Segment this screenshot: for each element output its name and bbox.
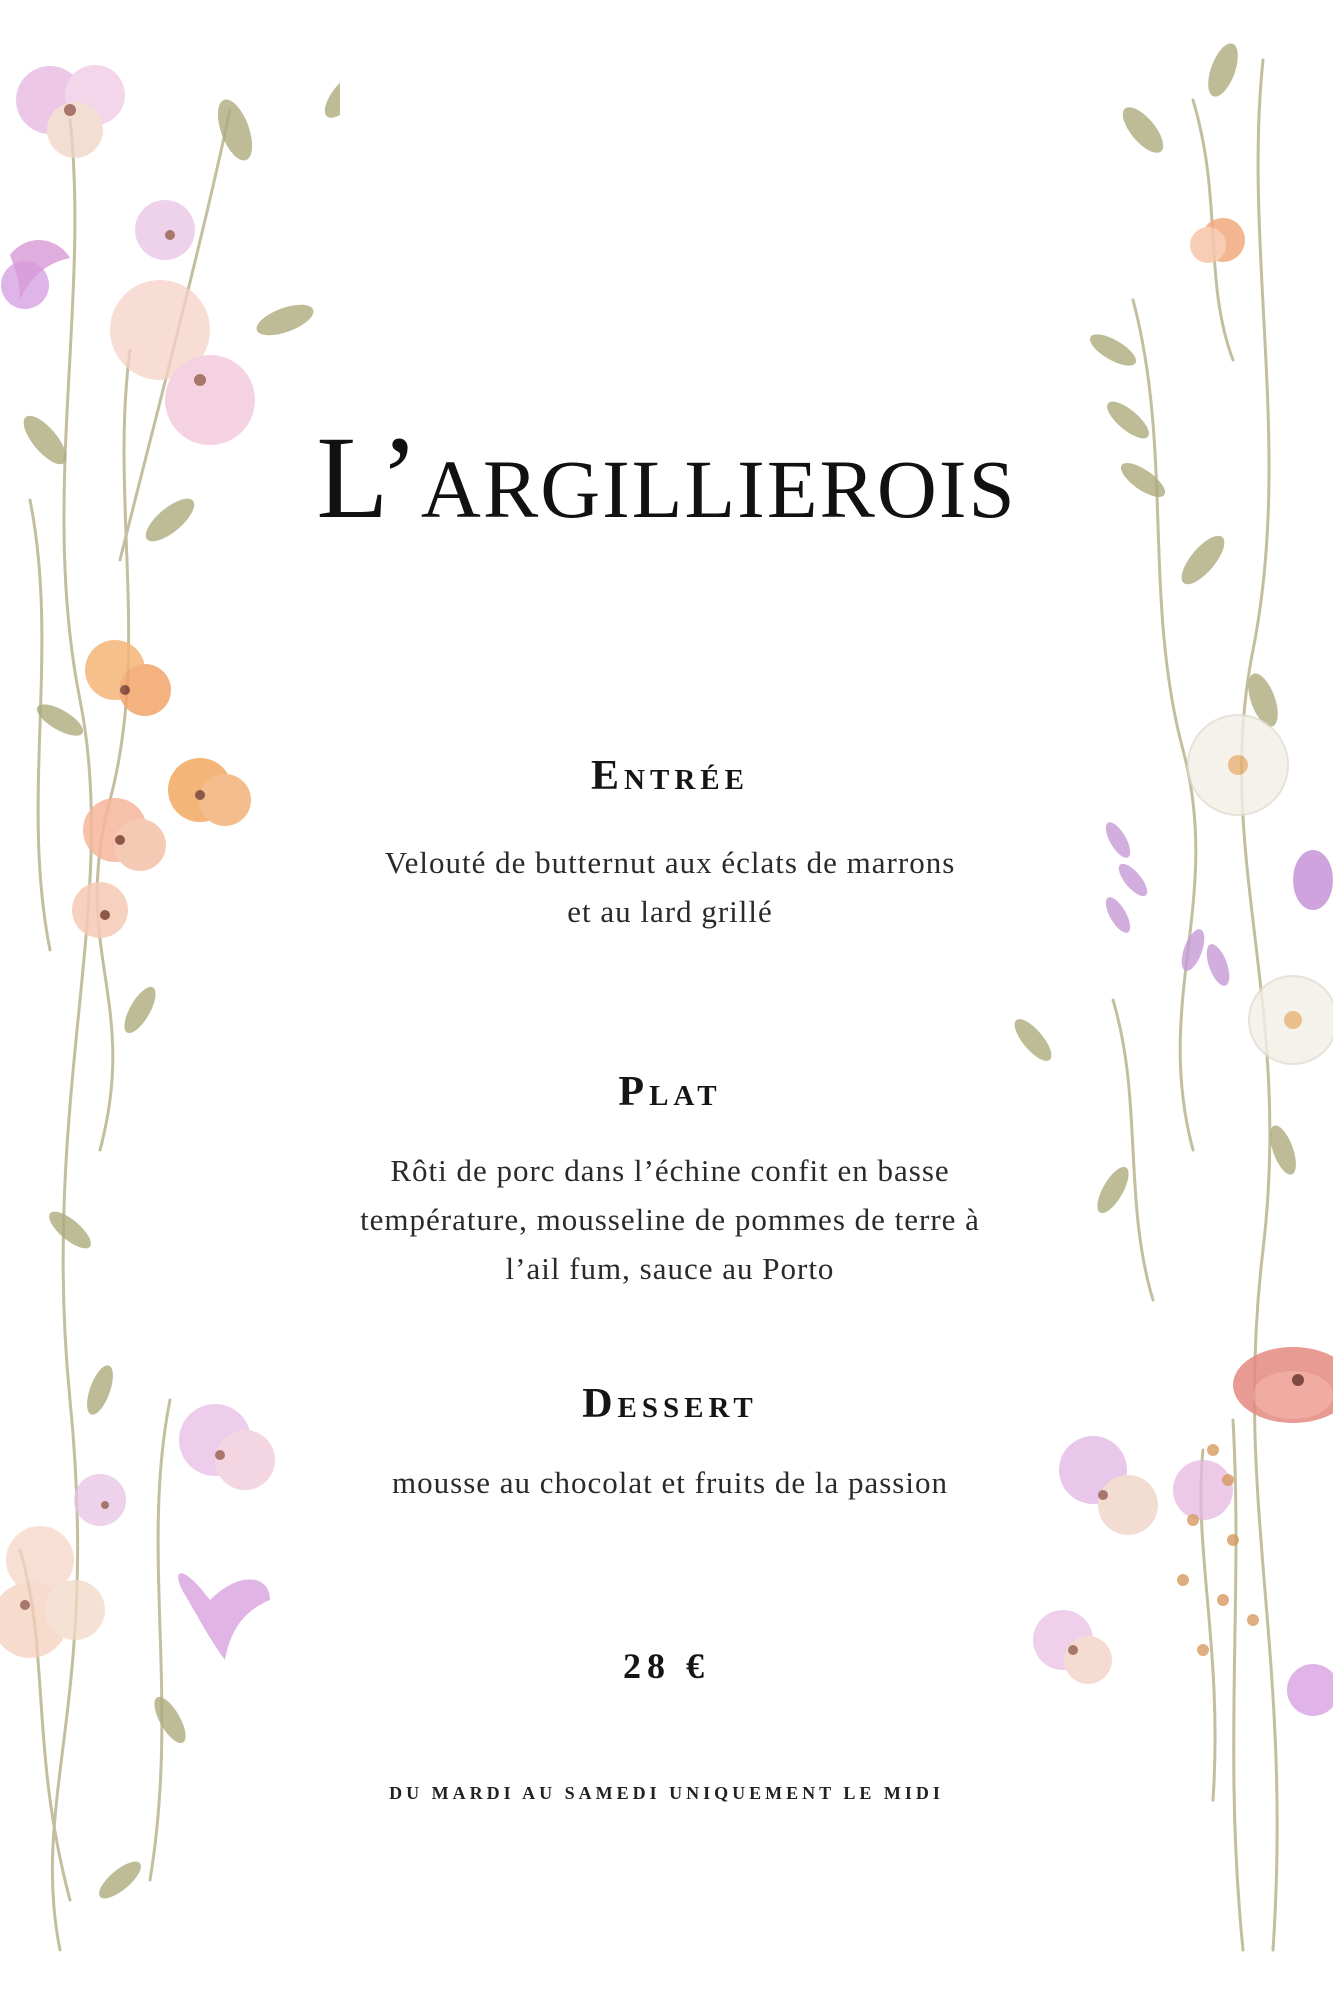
entree-heading: Entrée (591, 753, 749, 799)
dessert-section (300, 1380, 1040, 1507)
availability-note: DU MARDI AU SAMEDI UNIQUEMENT LE MIDI (389, 1783, 944, 1803)
plat-heading: Plat (618, 1069, 722, 1115)
plat-section (340, 1068, 1000, 1293)
floral-border-left-icon (0, 0, 340, 2000)
restaurant-title: L’argillierois (316, 412, 1017, 544)
plat-description: Rôti de porc dans l’échine confit en basse température, mousseline de pommes de terre à l’ail fum, sauce au Porto (360, 1153, 980, 1286)
entree-description: Velouté de butternut aux éclats de marrons et au lard grillé (384, 845, 956, 929)
entree-section (340, 752, 1000, 936)
dessert-description: mousse au chocolat et fruits de la passion (392, 1465, 948, 1500)
floral-border-right-icon (993, 0, 1333, 2000)
dessert-heading: Dessert (582, 1381, 758, 1427)
menu-price: 28 € (623, 1646, 710, 1686)
